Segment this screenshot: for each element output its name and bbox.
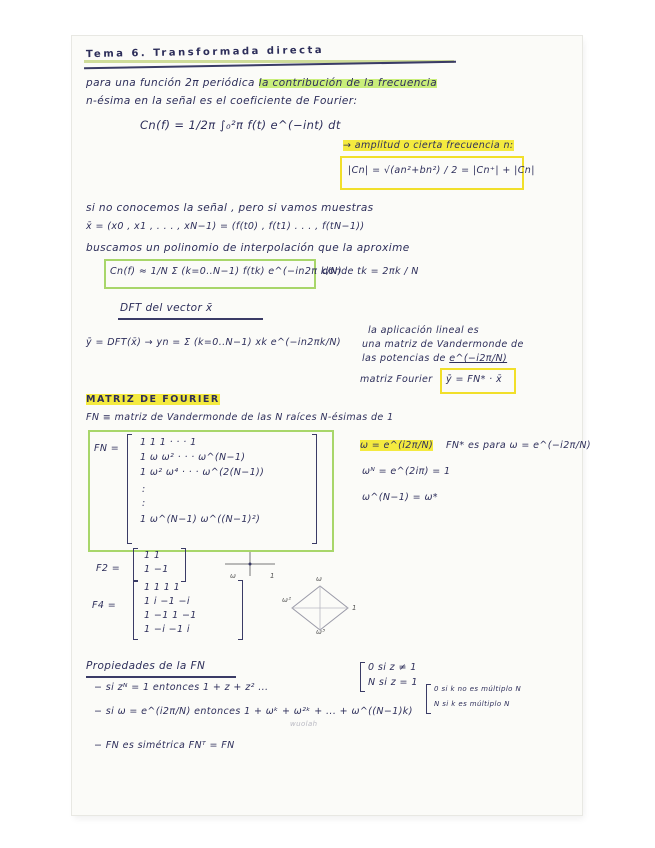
interpolation-formula: Cn(f) ≈ 1/N Σ (k=0..N−1) f(tk) e^(−in2π k/N): [110, 266, 342, 277]
props-heading: Propiedades de la FN: [86, 660, 206, 672]
f4-point-omega3: ω³: [316, 628, 326, 636]
matriz-heading: [86, 394, 220, 405]
prop-1-case-1: 0 si z ≠ 1: [368, 662, 417, 673]
prop-2-case-2: N si k es múltiplo N: [434, 700, 510, 708]
intro-line-1b-highlight: la contribución de la frecuencia: [258, 77, 438, 89]
fn-row-3: 1 ω² ω⁴ · · · ω^(2(N−1)): [140, 467, 265, 478]
dft-text-2: una matriz de Vandermonde de: [362, 339, 524, 350]
fn-row-6: 1 ω^(N−1) ω^((N−1)²): [140, 514, 261, 525]
amplitude-formula: |Cn| = √(an²+bn²) / 2 = |Cn⁺| + |Cn|: [348, 165, 535, 176]
fn-row-2: 1 ω ω² · · · ω^(N−1): [140, 452, 246, 463]
page-title: Tema 6. Transformada directa: [85, 44, 325, 61]
dft-formula: ȳ = DFT(x̄) → yn = Σ (k=0..N−1) xk e^(−in2πk/N): [86, 337, 341, 348]
prop-1: − si zᴺ = 1 entonces 1 + z + z² ...: [94, 682, 269, 693]
f2-row-1: 1 1: [144, 550, 161, 561]
f2-row-2: 1 −1: [144, 564, 169, 575]
f4-row-2: 1 i −1 −i: [144, 596, 190, 607]
sampling-line-3: buscamos un polinomio de interpolación que la aproxime: [86, 242, 410, 254]
intro-line-1: [86, 77, 437, 89]
prop-2: − si ω = e^(i2π/N) entonces 1 + ωᵏ + ω²ᵏ + ... + ω^((N−1)k): [94, 706, 413, 717]
sample-vector: x̄ = (x0 , x1 , . . . , xN−1) = (f(t0) , f(t1) . . . , f(tN−1)): [86, 221, 365, 232]
dft-text-1: la aplicación lineal es: [368, 325, 479, 336]
f4-label: F4 =: [92, 600, 117, 611]
f4-point-omega2: ω²: [282, 596, 292, 604]
fn-row-4: :: [142, 484, 146, 495]
prop-1-case-2: N si z = 1: [368, 677, 418, 688]
sampling-line-1: si no conocemos la señal , pero si vamos muestras: [86, 202, 374, 214]
omega-n-minus-1-identity: ω^(N−1) = ω*: [362, 492, 438, 503]
matriz-fourier-label: matriz Fourier: [360, 374, 433, 385]
f4-point-one: 1: [352, 604, 357, 612]
matriz-heading-text: MATRIZ DE FOURIER: [86, 394, 220, 405]
omega-definition-text: ω = e^(i2π/N): [360, 440, 434, 451]
f4-row-4: 1 −i −1 i: [144, 624, 190, 635]
fn-row-1: 1 1 1 · · · 1: [140, 437, 197, 448]
prop-2-case-1: 0 si k no es múltiplo N: [434, 685, 522, 693]
f2-label: F2 =: [96, 563, 121, 574]
f2-axis-one: 1: [270, 572, 275, 580]
amplitude-note: [343, 140, 514, 151]
fn-star-note: FN* es para ω = e^(−i2π/N): [446, 440, 591, 451]
notebook-sheet: [72, 36, 582, 815]
props-heading-underline: [86, 676, 236, 678]
omega-n-identity: ωᴺ = e^(2iπ) = 1: [362, 466, 451, 477]
fn-label: FN =: [94, 443, 120, 454]
dft-heading-underline: [118, 318, 263, 320]
omega-definition: [360, 440, 433, 451]
fourier-coefficient-formula: Cn(f) = 1/2π ∫₀²π f(t) e^(−int) dt: [140, 118, 341, 132]
dft-text-3a: las potencias de: [362, 353, 446, 364]
f4-row-3: 1 −1 1 −1: [144, 610, 197, 621]
watermark: wuolah: [290, 720, 318, 728]
f4-point-omega: ω: [316, 575, 323, 583]
f2-axis-omega: ω: [230, 572, 237, 580]
dft-pot-underline: e^(−i2π/N): [449, 353, 508, 364]
fn-row-5: :: [142, 498, 146, 509]
tk-definition: donde tk = 2πk / N: [322, 266, 419, 277]
intro-line-2: n-ésima en la señal es el coeficiente de Fourier:: [86, 95, 358, 107]
intro-line-1a: para una función 2π periódica: [86, 77, 255, 89]
amplitude-note-text: → amplitud o cierta frecuencia n:: [343, 140, 514, 151]
dft-heading: DFT del vector x̄: [120, 302, 213, 314]
prop-3: − FN es simétrica FNᵀ = FN: [94, 740, 235, 751]
fourier-matrix-box: [88, 430, 334, 552]
matriz-definition: FN ≡ matriz de Vandermonde de las N raíces N-ésimas de 1: [86, 412, 394, 423]
f4-row-1: 1 1 1 1: [144, 582, 181, 593]
dft-result-formula: ȳ = FN* · x̄: [446, 374, 503, 385]
dft-text-3: [362, 353, 507, 364]
